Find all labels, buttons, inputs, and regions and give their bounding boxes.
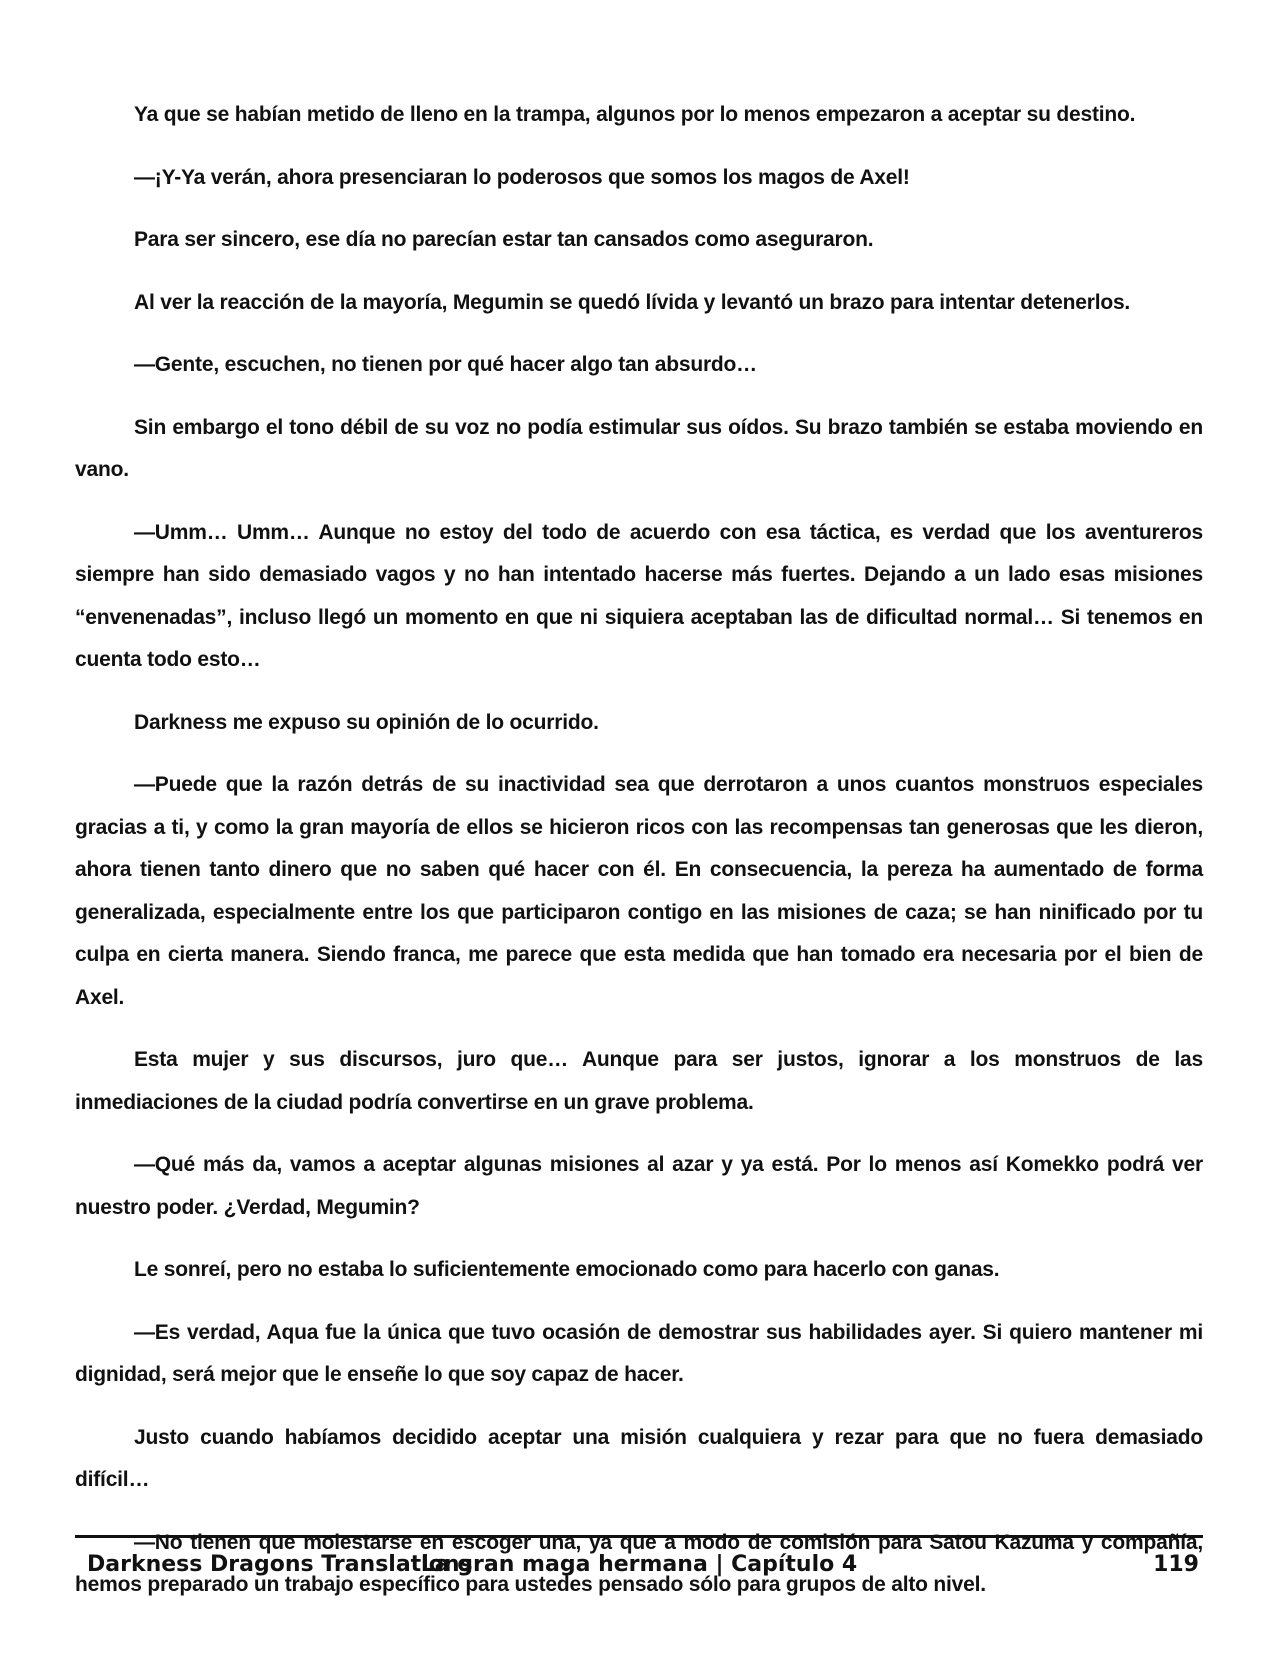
- paragraph: —Es verdad, Aqua fue la única que tuvo ocasión de demostrar sus habilidades ayer. Si quiero mantener mi dignidad, será mejor que le enseñe lo que soy capaz de hacer.: [75, 1320, 1203, 1386]
- paragraph: Le sonreí, pero no estaba lo suficientemente emocionado como para hacerlo con ganas.: [134, 1258, 1000, 1281]
- page-number: 119: [1153, 1552, 1199, 1577]
- paragraph: Darkness me expuso su opinión de lo ocurrido.: [134, 710, 599, 734]
- paragraph: —Umm… Umm… Aunque no estoy del todo de acuerdo con esa táctica, es verdad que los aventureros siempre han sido demasiado vagos y no han intentado hacerse más fuertes. Dejando a un lado esas misiones “envenenadas”, incluso llegó un momento en que ni siquiera aceptaban las de dificultad normal… Si tenemos en cuenta todo esto…: [75, 520, 1203, 671]
- page-body: [75, 94, 1203, 1627]
- paragraph: Sin embargo el tono débil de su voz no podía estimular sus oídos. Su brazo también se estaba moviendo en vano.: [75, 415, 1203, 481]
- paragraph: —Gente, escuchen, no tienen por qué hacer algo tan absurdo…: [134, 353, 757, 376]
- paragraph: —Puede que la razón detrás de su inactividad sea que derrotaron a unos cuantos monstruos especiales gracias a ti, y como la gran mayoría de ellos se hicieron ricos con las recompensas tan generosas que les dieron, ahora tienen tanto dinero que no saben qué hacer con él. En consecuencia, la pereza ha aumentado de forma generalizada, especialmente entre los que participaron contigo en las misiones de caza; se han ninificado por tu culpa en cierta manera. Siendo franca, me parece que esta medida que han tomado era necesaria por el bien de Axel.: [75, 773, 1203, 1009]
- paragraph: Esta mujer y sus discursos, juro que… Aunque para ser justos, ignorar a los monstruos de las inmediaciones de la ciudad podría convertirse en un grave problema.: [75, 1048, 1203, 1114]
- paragraph: Ya que se habían metido de lleno en la trampa, algunos por lo menos empezaron a aceptar su destino.: [134, 103, 1136, 126]
- paragraph: Para ser sincero, ese día no parecían estar tan cansados como aseguraron.: [134, 228, 874, 251]
- paragraph: Justo cuando habíamos decidido aceptar una misión cualquiera y rezar para que no fuera demasiado difícil…: [75, 1425, 1203, 1491]
- footer-chapter-title: La gran maga hermana | Capítulo 4: [420, 1552, 858, 1577]
- footer-translator: Darkness Dragons Translations: [87, 1552, 473, 1577]
- page-footer: [75, 1535, 1203, 1588]
- paragraph: —¡Y-Ya verán, ahora presenciaran lo poderosos que somos los magos de Axel!: [134, 165, 910, 189]
- paragraph: Al ver la reacción de la mayoría, Megumin se quedó lívida y levantó un brazo para intentar detenerlos.: [134, 290, 1131, 314]
- paragraph: —Qué más da, vamos a aceptar algunas misiones al azar y ya está. Por lo menos así Komekko podrá ver nuestro poder. ¿Verdad, Megumin?: [75, 1153, 1203, 1219]
- paragraph: —No tienen que molestarse en escoger una, ya que a modo de comisión para Satou Kazuma y compañía, hemos preparado un trabajo específico para ustedes pensado sólo para grupos de alto nivel.: [75, 1530, 1203, 1596]
